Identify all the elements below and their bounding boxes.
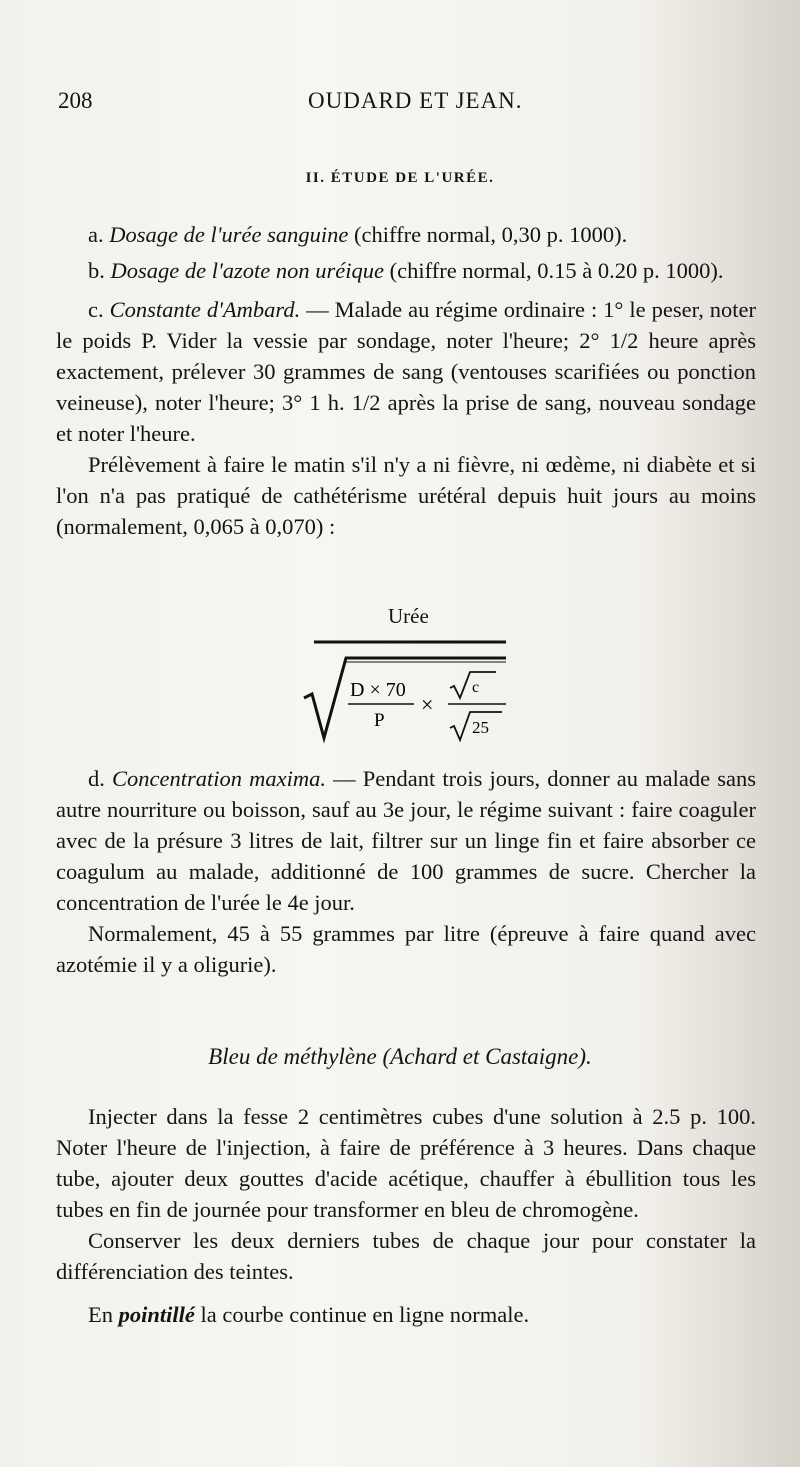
denominator-25: 25 — [472, 718, 489, 737]
d-term: D × 70 — [350, 679, 406, 701]
methylene-paragraph-1: Injecter dans la fesse 2 centimètres cubes d'une solution à 2.5 p. 100. Noter l'heure de l'injection, à faire de préférence à 3 heures. Dans chaque tube, ajouter deux gouttes d'acide acétique, chauffer à ébullition tous les tubes en fin de journée pour transformer en bleu de chromogène. — [56, 1104, 756, 1222]
c-term: c — [472, 679, 480, 696]
item-a: a. Dosage de l'urée sanguine (chiffre normal, 0,30 p. 1000). — [88, 222, 628, 247]
times-sign: × — [421, 692, 434, 717]
item-d-paragraph-2: Normalement, 45 à 55 grammes par litre (épreuve à faire quand avec azotémie il y a oligurie). — [56, 921, 756, 977]
urea-items-block — [56, 219, 756, 542]
item-d: d. Concentration maxima. — Pendant trois jours, donner au malade sans autre nourriture ou boisson, sauf au 3e jour, le régime suivant : faire coaguler avec de la présure 3 litres de lait, filtrer sur un linge fin et faire absorber ce coagulum au malade, additionné de 100 grammes de sucre. Chercher la concentration de l'urée le 4e jour. — [56, 766, 757, 915]
running-title: OUDARD ET JEAN. — [308, 88, 523, 113]
item-c-paragraph-2: Prélèvement à faire le matin s'il n'y a ni fièvre, ni œdème, ni diabète et si l'on n'a pas pratiqué de cathétérisme urétéral depuis huit jours au moins (normalement, 0,065 à 0,070) : — [56, 452, 756, 539]
concentration-block — [56, 763, 756, 980]
methylene-paragraph-2: Conserver les deux derniers tubes de chaque jour pour constater la différenciation des teintes. — [56, 1228, 756, 1284]
item-a-title: Dosage de l'urée sanguine — [109, 222, 349, 247]
formula-numerator: Urée — [388, 604, 429, 628]
running-head — [58, 88, 742, 122]
item-d-title: Concentration maxima. — [112, 766, 326, 791]
item-b: b. Dosage de l'azote non uréique (chiffre normal, 0.15 à 0.20 p. 1000). — [88, 258, 724, 283]
methylene-blue-block — [56, 1101, 756, 1330]
pointille-word: pointillé — [118, 1302, 195, 1327]
item-c: c. Constante d'Ambard. — Malade au régime ordinaire : 1° le peser, noter le poids P. Vider la vessie par sondage, noter l'heure; 2° 1/2 heure après exactement, prélever 30 grammes de sang (ventouses scarifiées ou ponction veineuse), noter l'heure; 3° 1 h. 1/2 après la prise de sang, nouveau sondage et noter l'heure. — [56, 297, 757, 446]
p-term: P — [374, 710, 385, 731]
methylene-paragraph-3: En pointillé la courbe continue en ligne normale. — [88, 1302, 530, 1327]
formula-denominator — [300, 636, 520, 746]
section-title: II. ÉTUDE DE L'URÉE. — [305, 170, 495, 186]
page-number: 208 — [58, 88, 93, 113]
item-b-title: Dosage de l'azote non uréique — [110, 258, 385, 283]
methylene-blue-heading: Bleu de méthylène (Achard et Castaigne). — [208, 1044, 592, 1069]
item-c-title: Constante d'Ambard. — [109, 297, 301, 322]
